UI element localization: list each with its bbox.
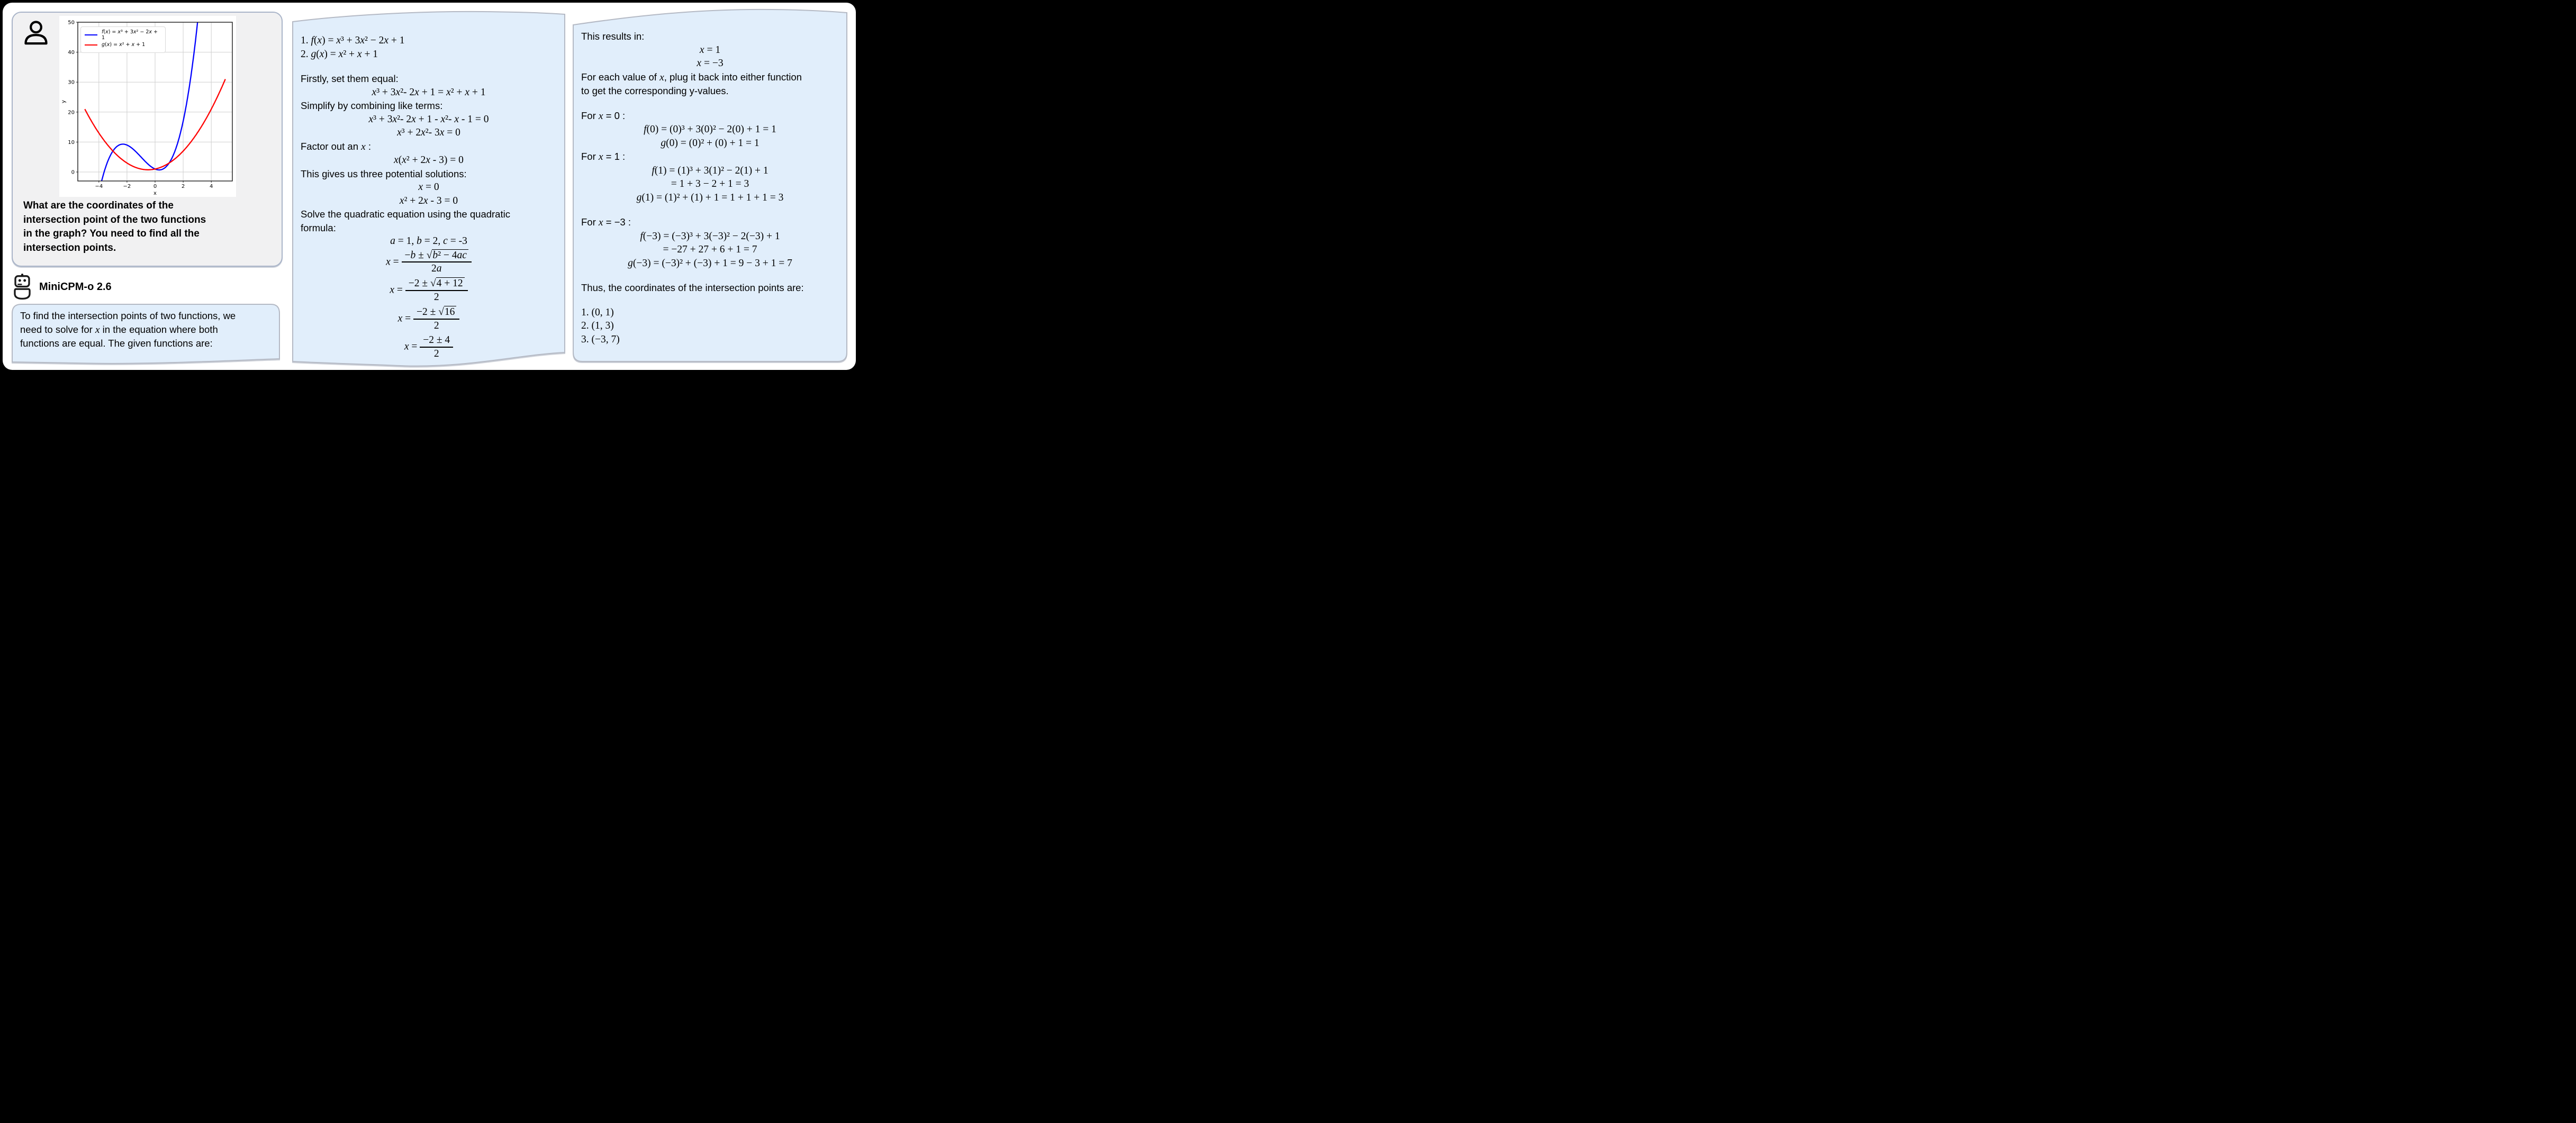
svg-text:0: 0 (153, 184, 157, 189)
question-line: intersection points. (23, 242, 116, 253)
svg-text:50: 50 (68, 20, 75, 26)
response-line: a = 1, b = 2, c = -3 (390, 236, 467, 247)
x-axis-label: x (153, 191, 157, 196)
svg-text:0: 0 (71, 169, 75, 176)
response-line: f(−3) = (−3)³ + 3(−3)² − 2(−3) + 1 (640, 230, 780, 242)
svg-text:30: 30 (68, 79, 75, 86)
legend-entry (85, 30, 162, 40)
response-line: For x = 1 : (581, 151, 626, 162)
response-line (581, 204, 839, 215)
user-question (23, 199, 274, 255)
response-line: This results in: (581, 31, 645, 42)
response-line: x = $\frac{-2 \pm √4 + 12}{2}$ (301, 276, 557, 305)
plot-legend (80, 26, 166, 53)
response-line: = 1 + 3 − 2 + 1 = 3 (671, 178, 749, 189)
response-line: x = $\frac{-2 \pm 4}{2}$ (301, 333, 557, 361)
legend-line-sample (85, 44, 97, 46)
figure-stage (0, 0, 858, 374)
svg-text:−4: −4 (95, 184, 103, 189)
robot-icon (13, 273, 32, 301)
svg-text:2: 2 (181, 184, 185, 189)
question-line: What are the coordinates of the (23, 200, 174, 211)
svg-text:10: 10 (68, 139, 75, 146)
response-line: This gives us three potential solutions: (301, 168, 467, 179)
response-line (581, 295, 839, 306)
response-line: For x = 0 : (581, 110, 626, 122)
question-line: in the graph? You need to find all the (23, 228, 200, 239)
response-line: Thus, the coordinates of the intersection points are: (581, 282, 804, 293)
function-plot-figure (59, 16, 236, 197)
response-line (581, 98, 839, 109)
response-line: need to solve for x in the equation where both (20, 323, 218, 336)
response-line (301, 61, 557, 72)
response-line: formula: (301, 222, 336, 233)
response-line: For each value of x, plug it back into either function (581, 71, 802, 83)
response-line: 3. (−3, 7) (581, 333, 620, 345)
legend-entry (85, 40, 162, 50)
response-line: x = −3 (697, 58, 724, 69)
response-line: x = $\frac{-2 \pm √16}{2}$ (301, 305, 557, 333)
response-line: g(1) = (1)² + (1) + 1 = 1 + 1 + 1 = 3 (636, 192, 784, 203)
response-line: x³ + 3x²- 2x + 1 - x²- x - 1 = 0 (368, 113, 489, 125)
response-line: Solve the quadratic equation using the quadratic (301, 209, 510, 220)
model-name: MiniCPM-o 2.6 (39, 280, 112, 293)
response-line: to get the corresponding y-values. (581, 85, 729, 96)
y-axis-label: y (61, 100, 67, 103)
response-line: x³ + 3x²- 2x + 1 = x² + x + 1 (372, 86, 486, 98)
response-line: x³ + 2x²- 3x = 0 (397, 127, 460, 138)
response-line: f(1) = (1)³ + 3(1)² − 2(1) + 1 (652, 165, 769, 176)
assistant-response-panel-3 (572, 8, 848, 372)
question-line: intersection point of the two functions (23, 214, 206, 225)
response-line: 2. (1, 3) (581, 320, 614, 331)
response-line: f(0) = (0)³ + 3(0)² − 2(0) + 1 = 1 (644, 124, 776, 135)
response-line: To find the intersection points of two functions, we (20, 310, 236, 321)
legend-label: g(x) = x² + x + 1 (102, 42, 146, 48)
person-icon (22, 19, 50, 47)
response-line: 2. g(x) = x² + x + 1 (301, 48, 378, 60)
model-label-row (13, 273, 112, 301)
response-line: Simplify by combining like terms: (301, 100, 443, 111)
response-line: = −27 + 27 + 6 + 1 = 7 (663, 244, 757, 255)
response-line: g(0) = (0)² + (0) + 1 = 1 (661, 137, 760, 149)
legend-label: f(x) = x³ + 3x² − 2x + 1 (102, 29, 158, 41)
response-line: 1. f(x) = x³ + 3x² − 2x + 1 (301, 35, 405, 46)
response-line: For x = −3 : (581, 216, 631, 228)
response-line: x = 1 (699, 44, 721, 56)
response-line: functions are equal. The given functions are: (20, 338, 213, 349)
svg-text:20: 20 (68, 110, 75, 116)
svg-text:4: 4 (209, 184, 213, 189)
response-line (581, 270, 839, 281)
response-line: Firstly, set them equal: (301, 73, 399, 84)
assistant-response-panel-2 (292, 11, 566, 373)
svg-text:40: 40 (68, 50, 75, 56)
response-line: x² + 2x - 3 = 0 (399, 195, 458, 206)
response-line: x = $\frac{\text{−b ± √b² − 4ac}}{2a}$ (301, 248, 557, 277)
response-line: Factor out an x : (301, 140, 372, 152)
svg-text:−2: −2 (123, 184, 131, 189)
response-line: 1. (0, 1) (581, 306, 614, 318)
assistant-response-panel-1 (12, 303, 281, 368)
user-message-bubble (12, 12, 283, 267)
response-line: g(−3) = (−3)² + (−3) + 1 = 9 − 3 + 1 = 7 (628, 257, 792, 269)
response-line: x = 0 (418, 182, 439, 193)
legend-line-sample (85, 34, 97, 35)
response-line: x(x² + 2x - 3) = 0 (394, 155, 464, 166)
